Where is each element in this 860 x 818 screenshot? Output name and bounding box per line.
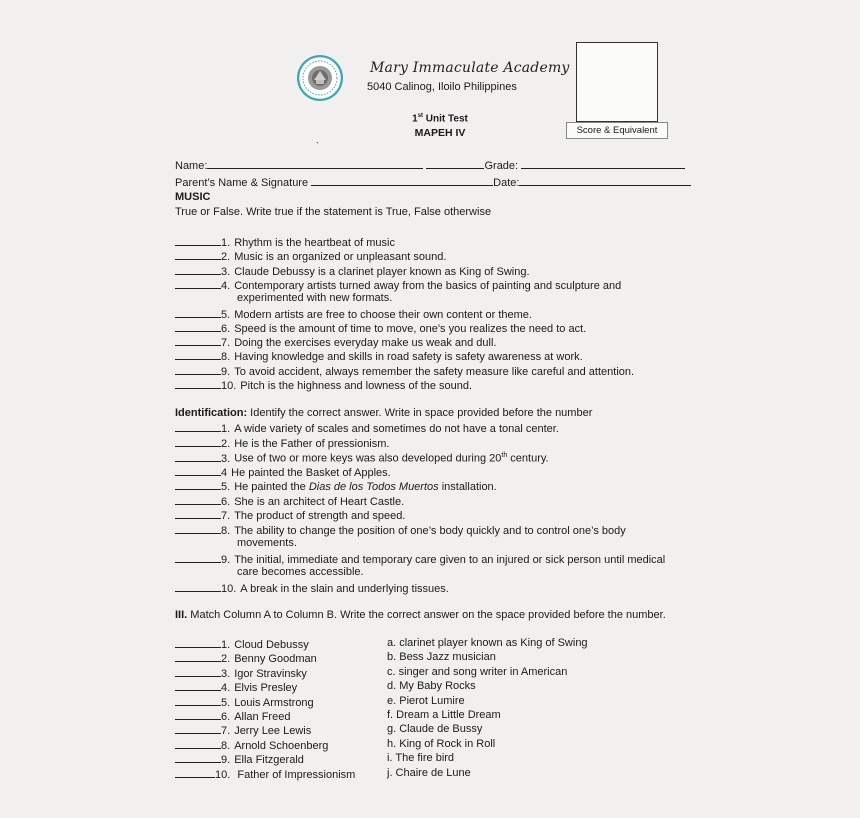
identification-item-text: The product of strength and speed. <box>234 510 406 522</box>
music-answer-blank[interactable] <box>175 234 221 246</box>
column-b-item: i. The fire bird <box>387 752 455 765</box>
music-item <box>175 377 472 393</box>
school-seal-icon <box>297 55 343 101</box>
column-a-answer-blank[interactable] <box>175 708 221 720</box>
test-title-number: 1 <box>412 113 418 125</box>
test-title-ordinal: st <box>417 113 424 119</box>
identification-item-italic: Dias de los Todos Muertos <box>308 481 439 493</box>
music-answer-blank[interactable] <box>175 377 221 389</box>
music-answer-blank[interactable] <box>175 334 221 346</box>
identification-answer-blank[interactable] <box>175 478 221 490</box>
column-b-item: a. clarinet player known as King of Swing <box>387 637 588 649</box>
column-b-item: g. Claude de Bussy <box>387 723 483 736</box>
parent-label: Parent’s Name & Signature <box>175 177 312 189</box>
music-item-text: To avoid accident, always remember the safety measure like careful and attention. <box>234 365 635 378</box>
identification-item-text: A wide variety of scales and sometimes do not have a tonal center. <box>234 423 559 435</box>
parent-date-row <box>175 174 691 190</box>
music-item-text: Contemporary artists turned away from the basics of painting and sculpture and <box>234 279 622 292</box>
music-answer-blank[interactable] <box>175 320 221 332</box>
column-a-item-number: 6. <box>221 711 231 723</box>
column-a-item-number: 5. <box>221 696 231 709</box>
test-title-text: Unit Test <box>423 113 468 125</box>
column-a-item-number: 10. <box>215 768 231 781</box>
matching-instruction: Match Column A to Column B. Write the correct answer on the space provided before the number. <box>187 609 666 621</box>
identification-item <box>175 580 449 596</box>
column-a-item-text: Jerry Lee Lewis <box>234 725 312 738</box>
test-title <box>380 113 500 124</box>
column-a-answer-blank[interactable] <box>175 766 215 778</box>
column-a-answer-blank[interactable] <box>175 737 221 749</box>
music-item-text: Pitch is the highness and lowness of the sound. <box>240 380 473 392</box>
identification-item-text: He painted the <box>234 481 309 493</box>
music-item-text: Music is an organized or unpleasant sound. <box>234 251 447 264</box>
identification-item-number: 3. <box>221 452 231 465</box>
identification-item-text: The initial, immediate and temporary care given to an injured or sick person until medical <box>234 553 666 566</box>
identification-answer-blank[interactable] <box>175 464 221 476</box>
column-b-item: e. Pierot Lumire <box>387 694 465 707</box>
music-item-number: 3. <box>221 265 231 278</box>
column-a-item-text: Elvis Presley <box>234 682 298 695</box>
column-a-answer-blank[interactable] <box>175 650 221 662</box>
identification-instruction-row <box>175 406 592 420</box>
music-item-text: Having knowledge and skills in road safety is safety awareness at work. <box>234 351 583 364</box>
column-a-answer-blank[interactable] <box>175 722 221 734</box>
name-field[interactable] <box>207 157 423 169</box>
column-a-item <box>175 766 355 782</box>
identification-item-sup: th <box>501 452 508 459</box>
music-item-number: 9. <box>221 365 231 378</box>
school-address: 5040 Calinog, Iloilo Philippines <box>367 81 517 93</box>
music-item-number: 7. <box>221 337 231 350</box>
column-a-item-text: Igor Stravinsky <box>234 667 307 680</box>
column-b-item: c. singer and song writer in American <box>387 665 568 678</box>
column-b-item: h. King of Rock in Roll <box>387 737 496 750</box>
column-a-item-text: Arnold Schoenberg <box>234 739 329 752</box>
identification-item-text: Use of two or more keys was also developed during 20 <box>234 452 502 465</box>
grade-label: Grade: <box>484 160 522 172</box>
music-heading: MUSIC <box>175 191 211 203</box>
identification-answer-blank[interactable] <box>175 507 221 519</box>
column-a-item-text: Louis Armstrong <box>234 696 314 709</box>
music-item-text: Modern artists are free to choose their own content or theme. <box>234 308 532 321</box>
music-item-number: 4. <box>221 279 231 292</box>
column-a-item-text: Father of Impressionism <box>234 768 356 781</box>
music-item-text: Rhythm is the heartbeat of music <box>234 237 395 249</box>
music-answer-blank[interactable] <box>175 348 221 360</box>
column-b-item: b. Bess Jazz musician <box>387 651 496 664</box>
identification-item-number: 2. <box>221 437 231 450</box>
column-b-item: d. My Baby Rocks <box>387 680 476 693</box>
identification-answer-blank[interactable] <box>175 450 221 462</box>
name-field-extra[interactable] <box>426 157 484 169</box>
identification-item <box>237 565 364 579</box>
score-label: Score & Equivalent <box>566 122 668 139</box>
column-a-answer-blank[interactable] <box>175 679 221 691</box>
identification-item-number: 8. <box>221 524 231 537</box>
identification-answer-blank[interactable] <box>175 420 221 432</box>
identification-item-number: 9. <box>221 553 231 566</box>
grade-field[interactable] <box>521 157 685 169</box>
column-a-answer-blank[interactable] <box>175 636 221 648</box>
music-item <box>237 291 392 305</box>
music-item-number: 6. <box>221 322 231 335</box>
music-answer-blank[interactable] <box>175 263 221 275</box>
music-answer-blank[interactable] <box>175 248 221 260</box>
column-a-item-number: 1. <box>221 639 231 651</box>
music-item-number: 5. <box>221 308 231 321</box>
identification-item-number: 10. <box>221 582 237 595</box>
stray-mark: ` <box>316 141 319 151</box>
music-item-text: Claude Debussy is a clarinet player known as King of Swing. <box>234 265 530 278</box>
date-field[interactable] <box>519 174 691 186</box>
parent-field[interactable] <box>311 174 493 186</box>
identification-item-text: He painted the Basket of Apples. <box>231 466 391 479</box>
music-item-text: experimented with new formats. <box>237 292 393 305</box>
column-a-answer-blank[interactable] <box>175 751 221 763</box>
identification-answer-blank[interactable] <box>175 580 221 592</box>
identification-answer-blank[interactable] <box>175 493 221 505</box>
column-a-answer-blank[interactable] <box>175 694 221 706</box>
music-item-number: 10. <box>221 380 237 392</box>
column-a-item-text: Benny Goodman <box>234 653 317 666</box>
identification-heading: Identification: <box>175 407 248 419</box>
identification-item <box>237 536 297 550</box>
identification-item-number: 4 <box>221 466 228 479</box>
music-item-number: 8. <box>221 351 231 364</box>
music-answer-blank[interactable] <box>175 306 221 318</box>
column-a-item-number: 4. <box>221 682 231 695</box>
identification-item-number: 1. <box>221 423 231 435</box>
music-item-number: 1. <box>221 237 231 249</box>
column-a-item-number: 9. <box>221 754 231 767</box>
column-a-item-number: 2. <box>221 653 231 666</box>
identification-item-number: 6. <box>221 495 231 508</box>
school-name: Mary Immaculate Academy <box>370 60 570 76</box>
identification-instruction: Identify the correct answer. Write in space provided before the number <box>247 407 593 419</box>
score-box[interactable] <box>576 42 658 122</box>
column-a-item-text: Allan Freed <box>234 711 291 723</box>
identification-item-after: century. <box>507 452 549 465</box>
identification-item-text: A break in the slain and underlying tissues. <box>240 582 449 595</box>
column-b-item: j. Chaire de Lune <box>387 766 471 779</box>
music-item-number: 2. <box>221 251 231 264</box>
identification-item-number: 7. <box>221 510 231 522</box>
column-a-item-number: 8. <box>221 739 231 752</box>
matching-instruction-row <box>175 608 666 622</box>
identification-item-text: The ability to change the position of one’s body quickly and to control one’s body <box>234 524 626 537</box>
music-instruction: True or False. Write true if the statement is True, False otherwise <box>175 206 492 218</box>
matching-heading: III. <box>175 609 188 621</box>
identification-item-text: He is the Father of pressionism. <box>234 437 390 450</box>
name-label: Name: <box>175 160 208 172</box>
column-a-item-number: 3. <box>221 667 231 680</box>
identification-item-text: care becomes accessible. <box>237 566 364 578</box>
music-item-text: Doing the exercises everyday make us weak and dull. <box>234 337 497 350</box>
identification-answer-blank[interactable] <box>175 522 221 534</box>
test-subject: MAPEH IV <box>414 127 466 139</box>
column-a-item-text: Cloud Debussy <box>234 639 309 651</box>
identification-item-after: installation. <box>438 481 497 493</box>
column-a-item-text: Ella Fitzgerald <box>234 754 304 767</box>
identification-answer-blank[interactable] <box>175 435 221 447</box>
identification-item-text: movements. <box>237 537 297 549</box>
music-answer-blank[interactable] <box>175 363 221 375</box>
music-item-text: Speed is the amount of time to move, one’s you realizes the need to act. <box>234 322 587 335</box>
music-answer-blank[interactable] <box>175 277 221 289</box>
column-b-item: f. Dream a Little Dream <box>387 709 501 721</box>
column-a-answer-blank[interactable] <box>175 665 221 677</box>
identification-item-number: 5. <box>221 481 231 493</box>
identification-item-text: She is an architect of Heart Castle. <box>234 495 405 508</box>
date-label: Date: <box>493 177 520 189</box>
column-a-item-number: 7. <box>221 725 231 738</box>
name-grade-row <box>175 157 685 173</box>
identification-answer-blank[interactable] <box>175 551 221 563</box>
